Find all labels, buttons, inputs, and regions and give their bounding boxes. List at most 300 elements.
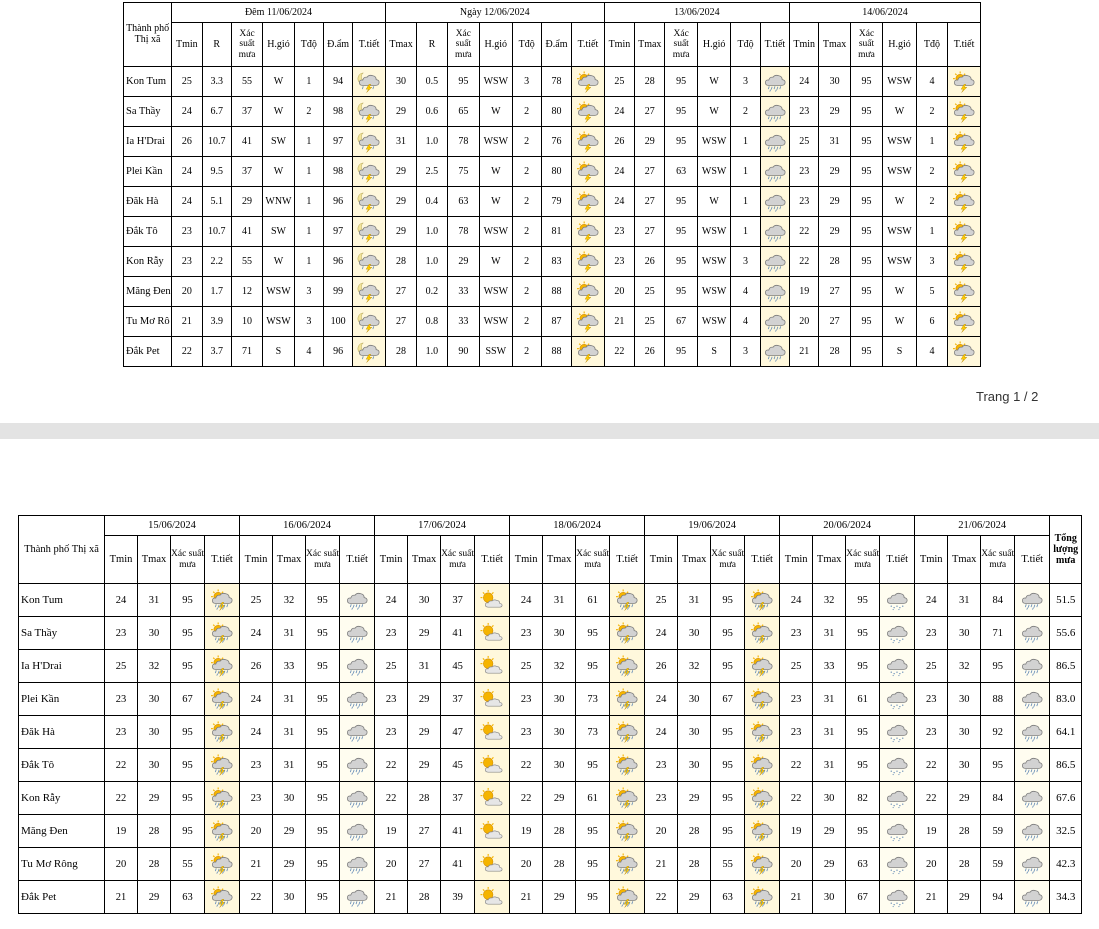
column-header: Xác suất mưa <box>306 536 340 584</box>
forecast-value: 98 <box>323 157 352 187</box>
column-header: T.tiết <box>572 23 605 67</box>
sun-thunderstorm-icon <box>610 617 645 650</box>
sun-thunderstorm-icon <box>205 782 240 815</box>
forecast-value: 95 <box>306 815 340 848</box>
date-header: 18/06/2024 <box>510 516 645 536</box>
forecast-value: 19 <box>510 815 543 848</box>
forecast-value: 22 <box>510 782 543 815</box>
forecast-value: 29 <box>408 749 441 782</box>
forecast-value: 20 <box>780 848 813 881</box>
forecast-value: WSW <box>697 157 731 187</box>
forecast-value: 29 <box>231 187 262 217</box>
forecast-value: 37 <box>231 97 262 127</box>
forecast-value: 96 <box>323 247 352 277</box>
forecast-value: 28 <box>819 247 850 277</box>
forecast-value: 71 <box>231 337 262 367</box>
forecast-value: 95 <box>576 848 610 881</box>
forecast-value: 2 <box>512 277 541 307</box>
sun-cloud-icon <box>475 848 510 881</box>
night-thunderstorm-icon <box>353 277 386 307</box>
column-header: H.gió <box>480 23 512 67</box>
forecast-value: 63 <box>447 187 479 217</box>
forecast-value: 96 <box>323 337 352 367</box>
forecast-value: 23 <box>240 782 273 815</box>
sun-thunderstorm-icon <box>610 716 645 749</box>
forecast-value: 23 <box>645 749 678 782</box>
rain-cloud-icon <box>340 584 375 617</box>
forecast-value: 21 <box>240 848 273 881</box>
forecast-value: 28 <box>385 337 416 367</box>
forecast-value: 95 <box>665 277 697 307</box>
rain-cloud-icon <box>1015 650 1050 683</box>
sun-thunder-cloud-icon <box>572 127 605 157</box>
rain-cloud-icon <box>760 187 789 217</box>
date-header: 13/06/2024 <box>604 3 789 23</box>
rain-cloud-icon <box>340 683 375 716</box>
sun-thunder-cloud-icon <box>948 307 981 337</box>
forecast-value: 30 <box>408 584 441 617</box>
forecast-value: 78 <box>447 217 479 247</box>
forecast-value: 1 <box>294 67 323 97</box>
column-header: H.gió <box>697 23 731 67</box>
forecast-value: WSW <box>883 217 917 247</box>
column-header: Tmin <box>780 536 813 584</box>
forecast-value: 1 <box>294 187 323 217</box>
forecast-value: 95 <box>850 127 882 157</box>
forecast-value: 23 <box>780 716 813 749</box>
rain-cloud-icon <box>340 617 375 650</box>
date-header: 21/06/2024 <box>915 516 1050 536</box>
forecast-value: W <box>480 187 512 217</box>
forecast-value: 21 <box>172 307 202 337</box>
forecast-value: 33 <box>273 650 306 683</box>
forecast-value: WSW <box>480 67 512 97</box>
light-rain-cloud-icon <box>880 716 915 749</box>
forecast-value: W <box>883 307 917 337</box>
forecast-value: 25 <box>780 650 813 683</box>
forecast-value: 30 <box>813 881 846 914</box>
forecast-value: 2.5 <box>417 157 447 187</box>
forecast-value: 24 <box>645 716 678 749</box>
forecast-value: W <box>883 97 917 127</box>
forecast-value: 27 <box>635 217 665 247</box>
forecast-value: WSW <box>480 277 512 307</box>
forecast-value: 63 <box>665 157 697 187</box>
sun-thunderstorm-icon <box>205 716 240 749</box>
column-header: Tmin <box>645 536 678 584</box>
column-header: R <box>202 23 231 67</box>
forecast-value: 95 <box>665 337 697 367</box>
forecast-value: 22 <box>645 881 678 914</box>
column-header: Xác suất mưa <box>850 23 882 67</box>
forecast-value: WSW <box>480 217 512 247</box>
rain-cloud-icon <box>760 157 789 187</box>
forecast-value: 3 <box>512 67 541 97</box>
forecast-value: 22 <box>510 749 543 782</box>
forecast-value: 21 <box>645 848 678 881</box>
forecast-value: 95 <box>171 716 205 749</box>
forecast-value: 27 <box>385 277 416 307</box>
forecast-value: 95 <box>711 650 745 683</box>
forecast-value: 55 <box>231 67 262 97</box>
forecast-value: 30 <box>678 683 711 716</box>
forecast-value: 30 <box>543 617 576 650</box>
table-row <box>19 683 1082 716</box>
forecast-value: 21 <box>604 307 634 337</box>
forecast-value: 30 <box>948 617 981 650</box>
table-row <box>19 716 1082 749</box>
forecast-value: 23 <box>780 617 813 650</box>
forecast-value: 29 <box>543 881 576 914</box>
table-row <box>124 277 981 307</box>
forecast-value: 1 <box>294 127 323 157</box>
column-header: T.tiết <box>948 23 981 67</box>
forecast-value: 26 <box>635 337 665 367</box>
night-thunderstorm-icon <box>353 247 386 277</box>
forecast-value: 30 <box>543 749 576 782</box>
forecast-value: 28 <box>385 247 416 277</box>
forecast-value: 100 <box>323 307 352 337</box>
forecast-value: 95 <box>711 749 745 782</box>
forecast-value: 0.6 <box>417 97 447 127</box>
forecast-value: 23 <box>790 97 819 127</box>
forecast-value: 28 <box>678 815 711 848</box>
forecast-value: 2 <box>512 307 541 337</box>
forecast-value: 95 <box>665 217 697 247</box>
forecast-value: 3 <box>731 247 760 277</box>
sun-cloud-icon <box>475 881 510 914</box>
column-header: T.tiết <box>745 536 780 584</box>
forecast-value: 23 <box>375 617 408 650</box>
forecast-value: 78 <box>541 67 571 97</box>
forecast-value: 1 <box>731 187 760 217</box>
forecast-value: 95 <box>711 716 745 749</box>
forecast-value: 23 <box>240 749 273 782</box>
forecast-value: 30 <box>273 782 306 815</box>
forecast-value: 63 <box>711 881 745 914</box>
forecast-value: 23 <box>105 716 138 749</box>
forecast-value: 24 <box>240 617 273 650</box>
forecast-value: 23 <box>915 617 948 650</box>
forecast-value: 1 <box>731 127 760 157</box>
forecast-value: 20 <box>790 307 819 337</box>
sun-thunderstorm-icon <box>205 584 240 617</box>
sun-thunderstorm-icon <box>610 848 645 881</box>
forecast-value: 95 <box>850 217 882 247</box>
total-rainfall: 55.6 <box>1050 617 1082 650</box>
forecast-value: SSW <box>480 337 512 367</box>
table-row <box>124 67 981 97</box>
forecast-value: 27 <box>408 815 441 848</box>
sun-thunder-cloud-icon <box>572 67 605 97</box>
forecast-value: 22 <box>375 782 408 815</box>
forecast-value: 31 <box>543 584 576 617</box>
date-header: 14/06/2024 <box>790 3 981 23</box>
forecast-value: 82 <box>846 782 880 815</box>
rain-cloud-icon <box>760 247 789 277</box>
forecast-value: 95 <box>850 307 882 337</box>
forecast-value: 29 <box>447 247 479 277</box>
forecast-value: 26 <box>240 650 273 683</box>
city-name: Đắk Pet <box>19 881 105 914</box>
forecast-value: 23 <box>510 683 543 716</box>
date-header: 19/06/2024 <box>645 516 780 536</box>
forecast-value: 55 <box>711 848 745 881</box>
forecast-value: W <box>697 67 731 97</box>
forecast-value: 95 <box>850 247 882 277</box>
forecast-value: WSW <box>883 127 917 157</box>
forecast-value: 22 <box>105 782 138 815</box>
forecast-value: 29 <box>385 157 416 187</box>
forecast-value: 1 <box>294 217 323 247</box>
forecast-value: 6.7 <box>202 97 231 127</box>
forecast-value: 21 <box>510 881 543 914</box>
forecast-value: 19 <box>105 815 138 848</box>
forecast-value: 2 <box>512 157 541 187</box>
sun-thunder-cloud-icon <box>572 247 605 277</box>
forecast-value: 95 <box>981 749 1015 782</box>
forecast-value: 23 <box>172 217 202 247</box>
forecast-value: 22 <box>790 217 819 247</box>
date-header: 17/06/2024 <box>375 516 510 536</box>
forecast-value: 2 <box>512 337 541 367</box>
rain-cloud-icon <box>760 217 789 247</box>
forecast-value: 95 <box>306 782 340 815</box>
rain-cloud-icon <box>760 97 789 127</box>
forecast-value: 27 <box>635 187 665 217</box>
forecast-value: 95 <box>711 782 745 815</box>
forecast-value: 94 <box>981 881 1015 914</box>
forecast-value: 4 <box>916 337 947 367</box>
forecast-value: 2 <box>916 187 947 217</box>
forecast-value: WSW <box>697 217 731 247</box>
column-header: Tmax <box>813 536 846 584</box>
sun-thunder-cloud-icon <box>948 67 981 97</box>
forecast-value: 27 <box>635 157 665 187</box>
forecast-value: 67 <box>665 307 697 337</box>
forecast-value: 55 <box>231 247 262 277</box>
forecast-value: 28 <box>543 815 576 848</box>
forecast-value: 1.0 <box>417 127 447 157</box>
forecast-table-page1 <box>123 2 981 367</box>
column-header: Tmax <box>385 23 416 67</box>
column-header: Tmin <box>510 536 543 584</box>
table-row <box>19 881 1082 914</box>
forecast-value: 55 <box>171 848 205 881</box>
forecast-value: WSW <box>697 247 731 277</box>
column-header: Xác suất mưa <box>711 536 745 584</box>
city-header: Thành phố Thị xã <box>19 516 105 584</box>
forecast-value: SW <box>263 217 294 247</box>
forecast-value: 95 <box>171 815 205 848</box>
forecast-value: 24 <box>604 157 634 187</box>
forecast-value: 20 <box>645 815 678 848</box>
sun-thunderstorm-icon <box>610 749 645 782</box>
rain-cloud-icon <box>1015 749 1050 782</box>
forecast-value: WSW <box>883 157 917 187</box>
city-name: Đắk Tô <box>124 217 172 247</box>
column-header: T.tiết <box>475 536 510 584</box>
forecast-value: 22 <box>790 247 819 277</box>
forecast-value: 76 <box>541 127 571 157</box>
column-header: Tmax <box>948 536 981 584</box>
column-header: T.tiết <box>610 536 645 584</box>
forecast-value: WSW <box>263 277 294 307</box>
forecast-value: 33 <box>447 277 479 307</box>
sun-thunderstorm-icon <box>745 683 780 716</box>
forecast-value: 29 <box>138 782 171 815</box>
forecast-value: 25 <box>172 67 202 97</box>
column-header: Đ.ẩm <box>323 23 352 67</box>
forecast-value: 95 <box>306 749 340 782</box>
forecast-value: 1 <box>731 217 760 247</box>
forecast-value: 37 <box>441 683 475 716</box>
sun-cloud-icon <box>475 683 510 716</box>
forecast-value: 25 <box>790 127 819 157</box>
rain-cloud-icon <box>1015 617 1050 650</box>
forecast-value: W <box>263 67 294 97</box>
sun-thunderstorm-icon <box>610 650 645 683</box>
forecast-value: 3 <box>294 277 323 307</box>
forecast-value: 84 <box>981 584 1015 617</box>
forecast-value: 59 <box>981 815 1015 848</box>
forecast-value: 28 <box>948 815 981 848</box>
forecast-value: W <box>480 157 512 187</box>
column-header: Xác suất mưa <box>665 23 697 67</box>
city-name: Ia H'Drai <box>19 650 105 683</box>
sun-thunderstorm-icon <box>745 617 780 650</box>
forecast-value: WSW <box>480 307 512 337</box>
forecast-value: 23 <box>915 716 948 749</box>
forecast-value: 0.4 <box>417 187 447 217</box>
forecast-value: 29 <box>678 881 711 914</box>
light-rain-cloud-icon <box>880 650 915 683</box>
forecast-value: W <box>883 277 917 307</box>
forecast-value: SW <box>263 127 294 157</box>
forecast-value: 29 <box>385 97 416 127</box>
column-header: Xác suất mưa <box>447 23 479 67</box>
sun-thunderstorm-icon <box>745 716 780 749</box>
light-rain-cloud-icon <box>880 782 915 815</box>
table-row <box>124 337 981 367</box>
column-header: T.tiết <box>1015 536 1050 584</box>
column-header: H.gió <box>883 23 917 67</box>
forecast-value: 30 <box>273 881 306 914</box>
forecast-value: 23 <box>105 683 138 716</box>
forecast-value: 21 <box>105 881 138 914</box>
table-row <box>19 782 1082 815</box>
forecast-value: 99 <box>323 277 352 307</box>
sun-cloud-icon <box>475 617 510 650</box>
forecast-value: 95 <box>846 815 880 848</box>
total-rainfall: 83.0 <box>1050 683 1082 716</box>
sun-thunderstorm-icon <box>205 848 240 881</box>
total-rainfall: 86.5 <box>1050 650 1082 683</box>
forecast-value: 47 <box>441 716 475 749</box>
forecast-value: 80 <box>541 97 571 127</box>
forecast-value: 61 <box>576 782 610 815</box>
night-thunderstorm-icon <box>353 67 386 97</box>
rain-cloud-icon <box>340 782 375 815</box>
date-header: 16/06/2024 <box>240 516 375 536</box>
sun-thunderstorm-icon <box>745 848 780 881</box>
forecast-value: 37 <box>231 157 262 187</box>
forecast-value: 95 <box>306 683 340 716</box>
forecast-value: 23 <box>510 716 543 749</box>
column-header: Tmin <box>240 536 273 584</box>
forecast-value: 95 <box>447 67 479 97</box>
forecast-value: 31 <box>408 650 441 683</box>
forecast-value: 24 <box>172 187 202 217</box>
total-rainfall: 64.1 <box>1050 716 1082 749</box>
city-name: Sa Thầy <box>19 617 105 650</box>
forecast-value: 19 <box>790 277 819 307</box>
sun-thunder-cloud-icon <box>572 157 605 187</box>
forecast-value: 22 <box>172 337 202 367</box>
forecast-value: 84 <box>981 782 1015 815</box>
table-row <box>124 127 981 157</box>
forecast-value: 95 <box>171 749 205 782</box>
forecast-value: 30 <box>948 716 981 749</box>
forecast-value: 32 <box>543 650 576 683</box>
forecast-value: 95 <box>306 584 340 617</box>
forecast-value: 29 <box>385 187 416 217</box>
city-name: Măng Đen <box>19 815 105 848</box>
sun-cloud-icon <box>475 815 510 848</box>
forecast-value: 28 <box>408 782 441 815</box>
forecast-value: 2 <box>916 97 947 127</box>
forecast-value: 19 <box>780 815 813 848</box>
forecast-value: 31 <box>273 749 306 782</box>
forecast-value: 41 <box>231 217 262 247</box>
sun-thunderstorm-icon <box>205 617 240 650</box>
forecast-value: 33 <box>447 307 479 337</box>
forecast-value: 95 <box>846 617 880 650</box>
sun-thunderstorm-icon <box>205 749 240 782</box>
forecast-value: S <box>883 337 917 367</box>
forecast-value: 24 <box>240 716 273 749</box>
date-header: Đêm 11/06/2024 <box>172 3 386 23</box>
forecast-value: 25 <box>105 650 138 683</box>
forecast-value: 27 <box>819 277 850 307</box>
sun-thunderstorm-icon <box>745 650 780 683</box>
column-header: R <box>417 23 447 67</box>
forecast-value: 22 <box>375 749 408 782</box>
forecast-value: 10 <box>231 307 262 337</box>
forecast-value: 20 <box>915 848 948 881</box>
forecast-value: 1.7 <box>202 277 231 307</box>
rain-cloud-icon <box>340 848 375 881</box>
rain-cloud-icon <box>760 277 789 307</box>
forecast-table-page2 <box>18 515 1082 914</box>
light-rain-cloud-icon <box>880 584 915 617</box>
sun-cloud-icon <box>475 650 510 683</box>
forecast-value: 2 <box>512 187 541 217</box>
light-rain-cloud-icon <box>880 749 915 782</box>
forecast-value: 23 <box>510 617 543 650</box>
forecast-value: 25 <box>510 650 543 683</box>
sun-thunder-cloud-icon <box>572 337 605 367</box>
rain-cloud-icon <box>760 67 789 97</box>
forecast-value: 20 <box>375 848 408 881</box>
forecast-value: WSW <box>697 277 731 307</box>
forecast-value: 30 <box>543 683 576 716</box>
forecast-value: 33 <box>813 650 846 683</box>
forecast-value: 95 <box>846 584 880 617</box>
forecast-value: 95 <box>306 716 340 749</box>
table-row <box>19 617 1082 650</box>
forecast-value: 23 <box>790 157 819 187</box>
